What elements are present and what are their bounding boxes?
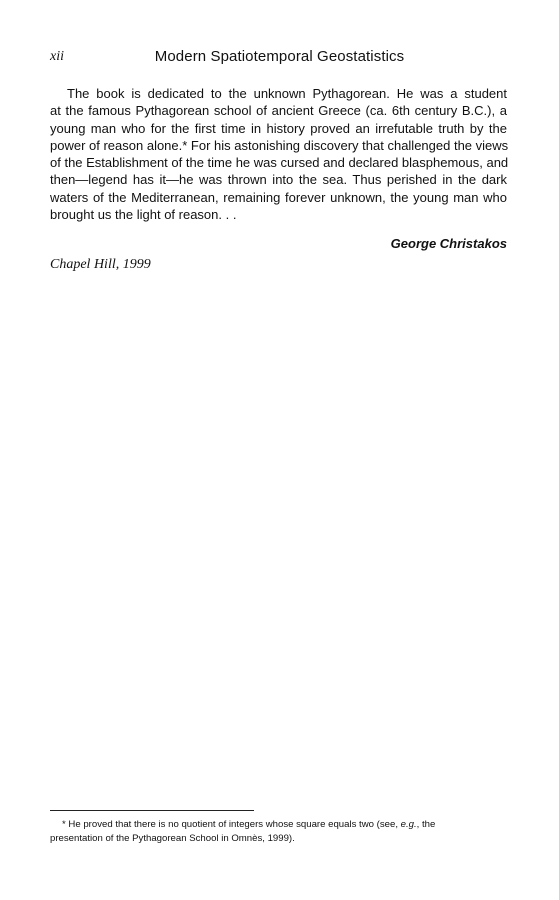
page-number: xii	[50, 49, 64, 64]
footnote-line	[50, 818, 507, 832]
footnote-divider	[50, 810, 254, 811]
paragraph-line: brought us the light of reason. . .	[50, 207, 237, 223]
paragraph-line: then—legend has it—he was thrown into the sea. Thus perished in the dark	[50, 172, 507, 188]
paragraph-line: waters of the Mediterranean, remaining forever unknown, the young man who	[50, 189, 507, 205]
dedication-paragraph	[50, 85, 507, 223]
author-signature: George Christakos	[390, 236, 507, 251]
footnote-line: presentation of the Pythagorean School in Omnès, 1999).	[50, 832, 295, 844]
footnote	[50, 818, 507, 845]
paragraph-line: The book is dedicated to the unknown Pythagorean. He was a student	[67, 86, 507, 101]
place-date: Chapel Hill, 1999	[50, 257, 151, 272]
footnote-eg: e.g.	[400, 819, 417, 830]
paragraph-line: power of reason alone.* For his astonishing discovery that challenged the views	[50, 137, 509, 153]
paragraph-line: of the Establishment of the time he was cursed and declared blasphemous, and	[50, 155, 509, 171]
running-title: Modern Spatiotemporal Geostatistics	[154, 48, 405, 65]
footnote-text: , the	[416, 819, 436, 830]
footnote-text: * He proved that there is no quotient of integers whose square equals two (see,	[62, 819, 401, 830]
paragraph-line: at the famous Pythagorean school of ancient Greece (ca. 6th century B.C.), a	[50, 103, 507, 119]
paragraph-line: young man who for the first time in history proved an irrefutable truth by the	[50, 120, 507, 136]
